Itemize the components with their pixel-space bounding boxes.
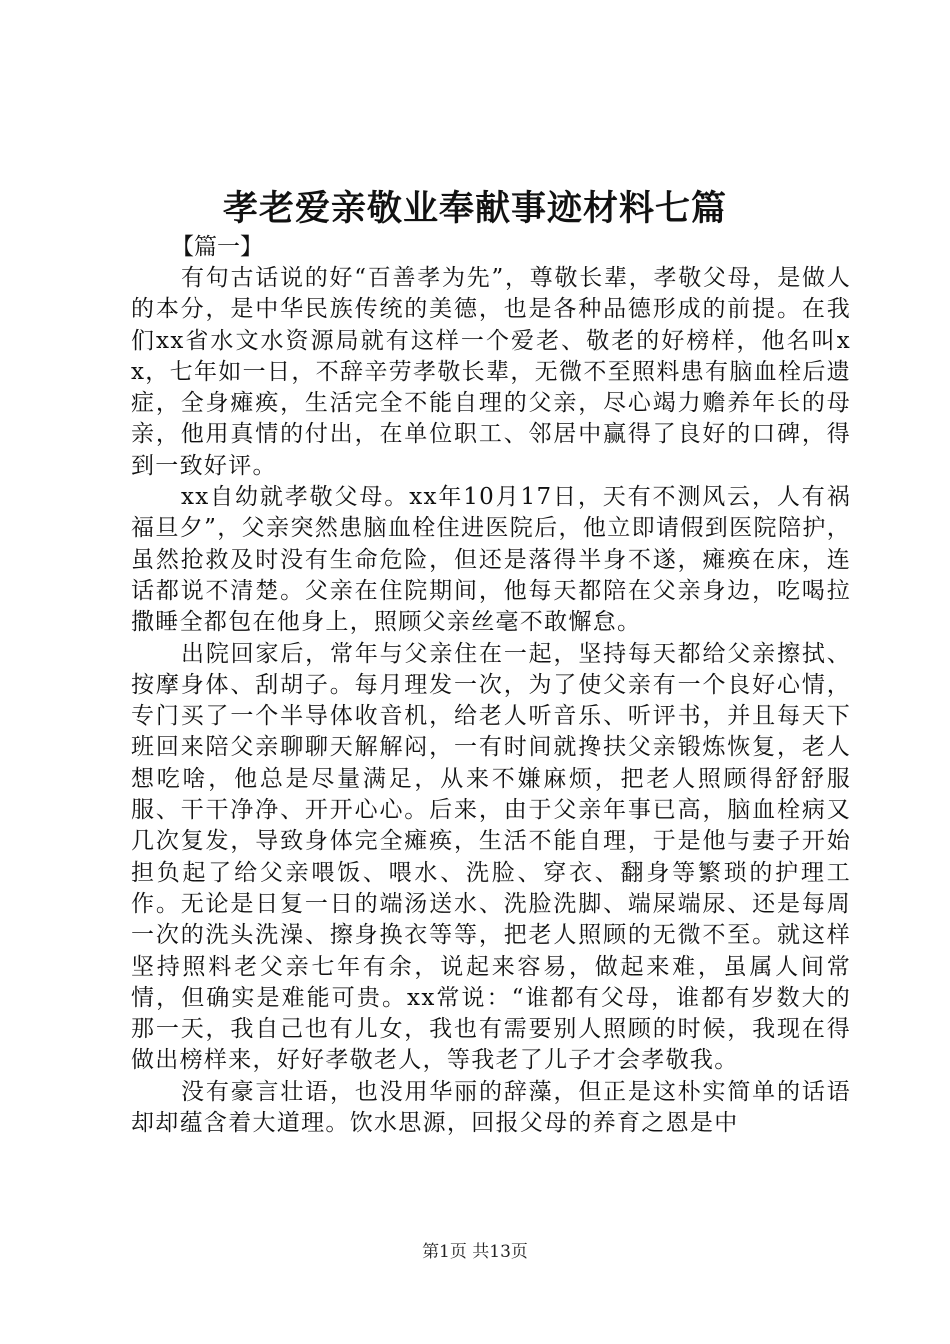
paragraph-3: 出院回家后，常年与父亲住在一起，坚持每天都给父亲擦拭、按摩身体、刮胡子。每月理发一次，为了使父亲有一个良好心情，专门买了一个半导体收音机，给老人听音乐、听评书，并且每天下班回来陪父亲聊聊天解解闷，一有时间就搀扶父亲锻炼恢复，老人想吃啥，他总是尽量满足，从来不嫌麻烦，把老人照顾得舒舒服服、干干净净、开开心心。后来，由于父亲年事已高，脑血栓病又几次复发，导致身体完全瘫痪，生活不能自理，于是他与妻子开始担负起了给父亲喂饭、喂水、洗脸、穿衣、翻身等繁琐的护理工作。无论是日复一日的端汤送水、洗脸洗脚、端屎端尿、还是每周一次的洗头洗澡、擦身换衣等等，把老人照顾的无微不至。就这样坚持照料老父亲七年有余，说起来容易，做起来难，虽属人间常情，但确实是难能可贵。xx常说：“谁都有父母，谁都有岁数大的那一天，我自己也有儿女，我也有需要别人照顾的时候，我现在得做出榜样来，好好孝敬老人，等我老了儿子才会孝敬我。 bbox=[131, 640, 851, 1074]
document-body bbox=[131, 232, 851, 1139]
paragraph-4: 没有豪言壮语，也没用华丽的辞藻，但正是这朴实简单的话语却却蕴含着大道理。饮水思源，回报父母的养育之恩是中 bbox=[131, 1078, 851, 1137]
page-footer: 第1页 共13页 bbox=[422, 1242, 528, 1262]
paragraph-1: 有句古话说的好“百善孝为先”，尊敬长辈，孝敬父母，是做人的本分，是中华民族传统的美德，也是各种品德形成的前提。在我们xx省水文水资源局就有这样一个爱老、敬老的好榜样，他名叫xx，七年如一日，不辞辛劳孝敬长辈，无微不至照料患有脑血栓后遗症，全身瘫痪，生活完全不能自理的父亲，尽心竭力赡养年长的母亲，他用真情的付出，在单位职工、邻居中赢得了良好的口碑，得到一致好评。 bbox=[131, 265, 851, 479]
section-heading: 【篇一】 bbox=[171, 234, 263, 260]
document-title: 孝老爱亲敬业奉献事迹材料七篇 bbox=[222, 188, 727, 229]
paragraph-2: xx自幼就孝敬父母。xx年10月17日，天有不测风云，人有祸福旦夕”，父亲突然患脑血栓住进医院后，他立即请假到医院陪护，虽然抢救及时没有生命危险，但还是落得半身不遂，瘫痪在床，连话都说不清楚。父亲在住院期间，他每天都陪在父亲身边，吃喝拉撒睡全都包在他身上，照顾父亲丝毫不敢懈怠。 bbox=[131, 484, 851, 636]
